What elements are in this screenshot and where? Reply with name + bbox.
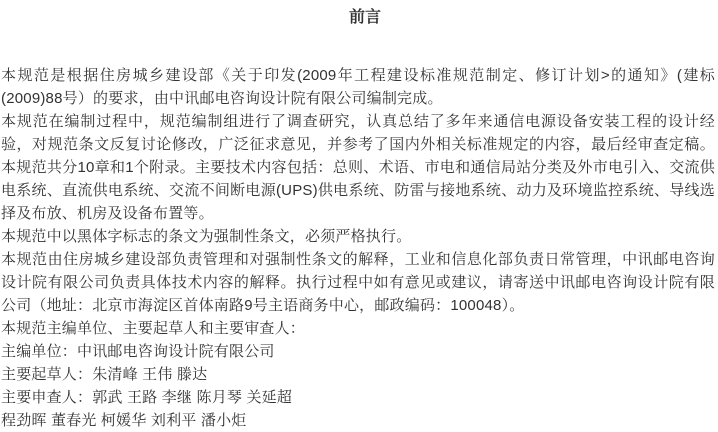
page-title: 前言 — [348, 9, 381, 26]
paragraph-management-contact: 本规范由住房城乡建设部负责管理和对强制性条文的解释，工业和信息化部负责日常管理，中讯邮电咨询设计院有限公司负责具体技术内容的解释。执行过程中如有意见或建议，请寄送中讯邮电咨询设计院有限公司（地址：北京市海淀区首体南路9号主语商务中心，邮政编码：100048）。 — [1, 251, 715, 314]
paragraph-chief-editing-unit: 主编单位：中讯邮电咨询设计院有限公司 — [1, 343, 275, 360]
paragraph-main-drafters: 主要起草人：朱清峰 王伟 滕达 — [1, 366, 208, 383]
paragraph-drafting-process: 本规范在编制过程中，规范编制组进行了调查研究，认真总结了多年来通信电源设备安装工程的设计经验，对规范条文反复讨论修改，广泛征求意见，并参考了国内外相关标准规定的内容，最后经审查定稿。本规范共分10章和1个附录。主要技术内容包括：总则、术语、市电和通信局站分类及外市电引入、交流供电系统、直流供电系统、交流不间断电源(UPS)供电系统、防雷与接地系统、动力及环境监控系统、导线选择及布放、机房及设备布置等。 — [1, 113, 715, 222]
paragraph-mandatory-provisions: 本规范中以黑体字标志的条文为强制性条文，必须严格执行。 — [1, 228, 412, 245]
paragraph-code-basis: 本规范是根据住房城乡建设部《关于印发(2009年工程建设标准规范制定、修订计划>的通知》(建标(2009)88号）的要求，由中讯邮电咨询设计院有限公司编制完成。 — [1, 67, 715, 107]
document-body — [1, 64, 715, 432]
paragraph-reviewers-continued: 程劲晖 董春光 柯媛华 刘利平 潘小炬 — [1, 412, 247, 429]
paragraph-credits-heading: 本规范主编单位、主要起草人和主要审查人： — [1, 320, 306, 337]
paragraph-main-reviewers: 主要申查人：郭武 王路 李继 陈月琴 关延超 — [1, 389, 293, 406]
